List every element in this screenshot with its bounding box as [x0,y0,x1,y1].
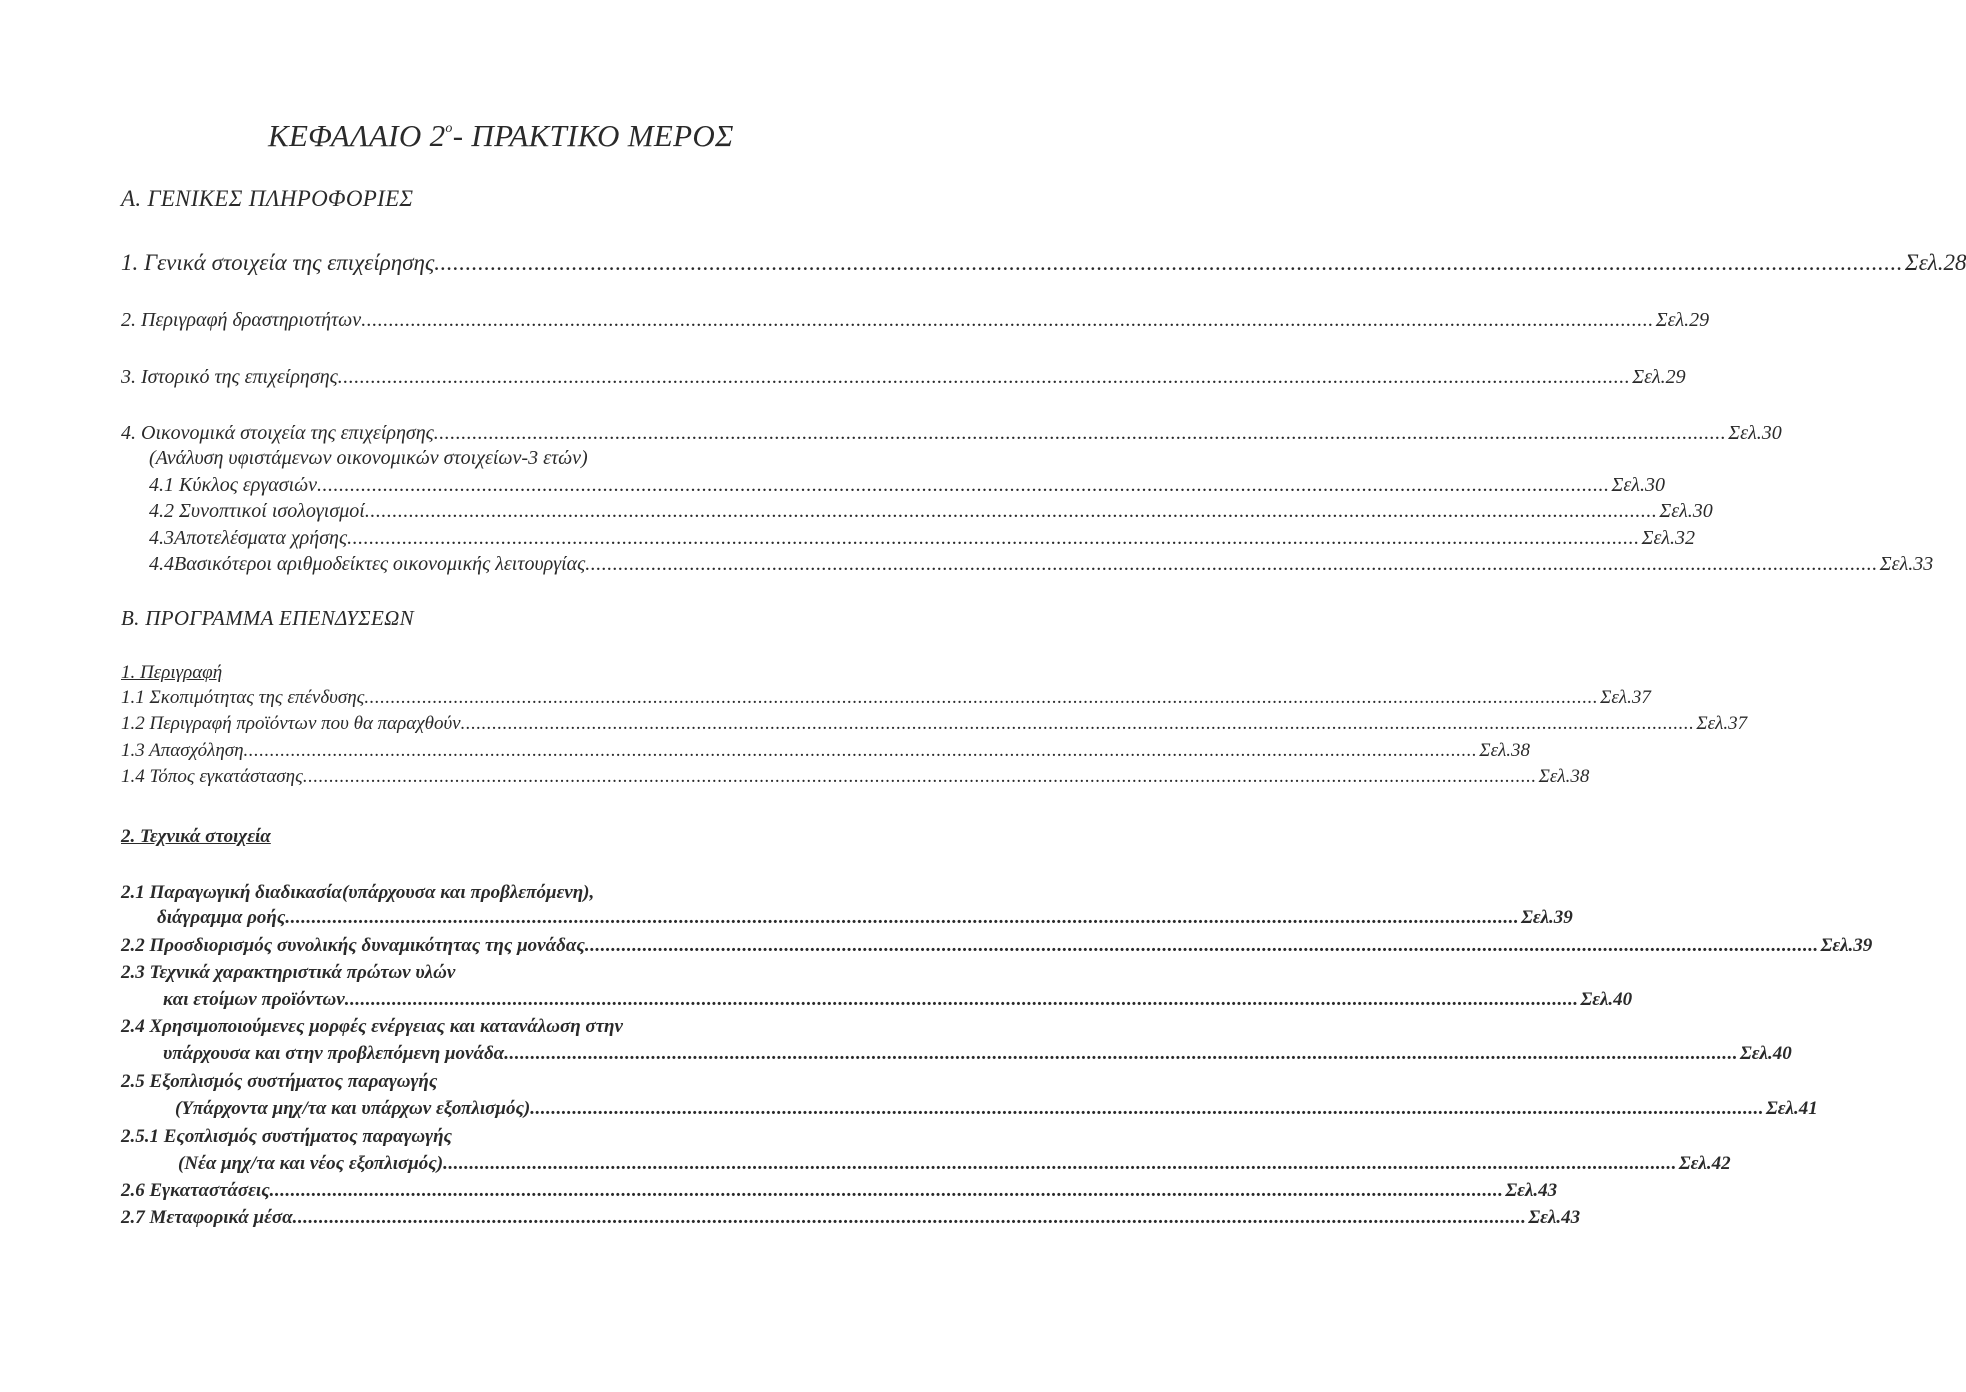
toc-entry [149,553,1934,576]
toc-entry [149,500,1713,523]
toc-entry [149,474,1665,497]
toc-leader [345,989,1579,1011]
toc-entry-label: 2.1 Παραγωγική διαδικασία(υπάρχουσα και προβλεπόμενη), [121,882,595,903]
toc-entry [121,740,1531,762]
toc-entry-label: και ετοίμων προϊόντων [163,989,345,1010]
toc-entry-page: Σελ.37 [1696,713,1748,734]
toc-leader [365,500,1658,523]
chapter-title-rest: - ΠΡΑΚΤΙΚΟ ΜΕΡΟΣ [452,118,734,153]
toc-leader [285,907,1519,929]
toc-entry-page: Σελ.28 [1905,250,1966,275]
toc-entry-label: 1.1 Σκοπιμότητας της επένδυσης [121,687,365,708]
toc-entry-page: Σελ.41 [1766,1098,1818,1119]
toc-leader [347,527,1640,550]
toc-entry-label: υπάρχουσα και στην προβλεπόμενη μονάδα [163,1043,505,1064]
toc-entry-label: 2.6 Εγκαταστάσεις [121,1180,270,1201]
chapter-title-main: ΚΕΦΑΛΑΙΟ 2 [268,118,446,153]
toc-leader [361,309,1654,332]
toc-leader [434,250,1903,276]
toc-entry-page: Σελ.33 [1879,553,1934,575]
toc-entry-label: 1.3 Απασχόληση [121,740,244,761]
toc-entry-label: 2.2 Προσδιορισμός συνολικής δυναμικότητας της μονάδας [121,935,585,956]
toc-entry-label: 4.3Αποτελέσματα χρήσης [149,527,348,549]
toc-entry-label: 4.4Βασικότεροι αριθμοδείκτες οικονομικής λειτουργίας [149,553,586,575]
toc-entry-page: Σελ.43 [1505,1180,1558,1201]
toc-entry-label: 1.2 Περιγραφή προϊόντων που θα παραχθούν [121,713,461,734]
toc-leader [364,687,1598,709]
toc-entry [121,1180,1558,1202]
toc-leader [585,935,1819,957]
toc-entry-page: Σελ.37 [1600,687,1651,708]
toc-entry-label: 4.2 Συνοπτικοί ισολογισμοί [149,500,365,522]
toc-entry [121,766,1590,788]
toc-leader [434,422,1727,445]
toc-entry-line1 [121,1071,437,1093]
toc-note-text: (Ανάλυση υφιστάμενων οικονομικών στοιχείων-3 ετών) [149,447,588,469]
toc-entry [121,309,1710,332]
toc-entry-page: Σελ.40 [1739,1043,1792,1064]
toc-entry-page: Σελ.40 [1580,989,1633,1010]
toc-entry-page: Σελ.38 [1538,766,1590,787]
toc-entry-page: Σελ.38 [1479,740,1531,761]
toc-entry-label: 4.1 Κύκλος εργασιών [149,474,318,496]
toc-entry-page: Σελ.43 [1528,1207,1581,1228]
toc-entry-page: Σελ.29 [1655,309,1710,331]
toc-entry [157,907,1573,929]
toc-leader [504,1043,1738,1065]
toc-entry-label: (Νέα μηχ/τα και νέος εξοπλισμός) [178,1153,444,1174]
toc-leader [338,366,1631,389]
toc-entry-label: 4. Οικονομικά στοιχεία της επιχείρησης [121,422,434,444]
toc-leader [244,740,1478,762]
toc-entry-page: Σελ.39 [1820,935,1873,956]
toc-entry [149,527,1696,550]
section-a-heading: Α. ΓΕΝΙΚΕΣ ΠΛΗΡΟΦΟΡΙΕΣ [121,186,414,211]
toc-entry [163,989,1633,1011]
toc-entry-label: 2. Περιγραφή δραστηριοτήτων [121,309,362,331]
toc-leader [303,766,1537,788]
part2-heading: 2. Τεχνικά στοιχεία [121,826,271,847]
toc-entry-line1 [121,882,594,904]
chapter-title-superscript: ο [445,121,453,136]
toc-entry-page: Σελ.42 [1678,1153,1731,1174]
toc-entry-label: 2.5 Εξοπλισμός συστήματος παραγωγής [121,1071,438,1092]
toc-leader [530,1098,1764,1120]
toc-leader [461,713,1695,735]
toc-entry-label: 2.4 Χρησιμοποιούμενες μορφές ενέργειας και κατανάλωση στην [121,1016,623,1037]
toc-entry-label: 2.3 Τεχνικά χαρακτηριστικά πρώτων υλών [121,962,456,983]
toc-note [149,447,588,470]
toc-leader [270,1180,1504,1202]
part1-heading: 1. Περιγραφή [121,662,223,683]
toc-entry-label: 2.5.1 Εςοπλισμός συστήματος παραγωγής [121,1126,452,1147]
toc-entry [121,687,1651,709]
toc-entry-page: Σελ.29 [1632,366,1686,388]
toc-entry-label: 3. Ιστορικό της επιχείρησης [121,366,338,388]
toc-entry-label: 2.7 Μεταφορικά μέσα [121,1207,293,1228]
toc-entry-line1 [121,962,455,984]
toc-leader [317,474,1610,497]
toc-entry [121,1207,1581,1229]
toc-entry [175,1098,1818,1120]
toc-entry-page: Σελ.39 [1521,907,1573,928]
toc-entry-label: (Υπάρχοντα μηχ/τα και υπάρχων εξοπλισμός) [175,1098,531,1119]
toc-entry [121,422,1782,445]
toc-entry-label: 1.4 Τόπος εγκατάστασης [121,766,303,787]
toc-entry-page: Σελ.30 [1728,422,1782,444]
toc-entry [121,713,1748,735]
toc-entry [163,1043,1792,1065]
section-b-heading: Β. ΠΡΟΓΡΑΜΜΑ ΕΠΕΝΔΥΣΕΩΝ [121,606,414,630]
toc-entry-page: Σελ.30 [1611,474,1665,496]
toc-leader [293,1207,1527,1229]
toc-entry [121,366,1686,389]
toc-entry-line1 [121,1126,452,1148]
toc-entry-label: διάγραμμα ροής [157,907,286,928]
toc-leader [585,553,1878,576]
toc-entry [178,1153,1731,1175]
toc-entry [121,935,1873,957]
toc-entry [121,250,1966,276]
toc-leader [443,1153,1677,1175]
toc-entry-page: Σελ.30 [1659,500,1713,522]
toc-entry-line1 [121,1016,623,1038]
toc-entry-page: Σελ.32 [1641,527,1696,549]
toc-entry-label: 1. Γενικά στοιχεία της επιχείρησης [121,250,435,275]
chapter-title [268,118,734,154]
